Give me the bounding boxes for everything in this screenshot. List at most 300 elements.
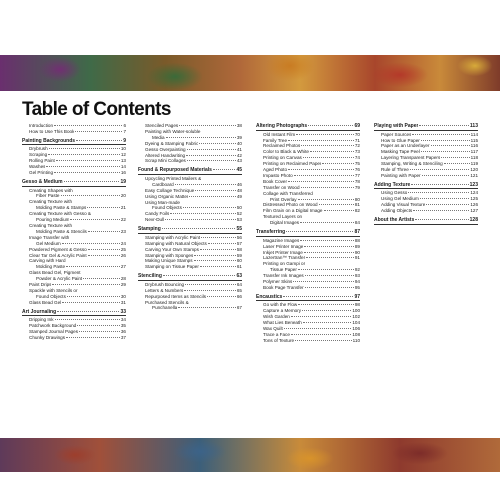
page-number: 59 [236, 252, 242, 258]
page-number: 108 [352, 331, 360, 337]
dot-leader [49, 148, 120, 149]
page-number: 21 [120, 205, 126, 211]
dot-leader [304, 252, 354, 253]
dot-leader [178, 307, 236, 308]
toc-section-heading [256, 294, 360, 301]
page-number: 94 [354, 279, 360, 285]
entry-title: Scrap Mini Collages [145, 158, 186, 164]
dot-leader [199, 143, 236, 144]
entry-title: Gesso Overpainting [145, 146, 186, 152]
dot-leader [300, 240, 354, 241]
page-number: 19 [120, 178, 126, 185]
dot-leader [77, 325, 120, 326]
dot-leader [165, 219, 236, 220]
entry-title: Candy Foils [145, 211, 170, 217]
entry-title: Inkjet Printer Image [263, 249, 303, 255]
section-rule [374, 224, 478, 225]
page-number: 46 [236, 181, 242, 187]
page-number: 58 [236, 246, 242, 252]
dot-leader [54, 125, 122, 126]
toc-entry [22, 129, 126, 135]
page-number: 16 [120, 170, 126, 176]
entry-title: Printing on Reclaimed Paper [263, 161, 322, 167]
section-title: Adding Texture [374, 181, 411, 188]
page-number: 102 [352, 314, 360, 320]
page-number: 106 [352, 326, 360, 332]
dot-leader [200, 266, 236, 267]
entry-title: Layering Transparent Papers [381, 155, 441, 161]
toc-section [138, 167, 242, 223]
page-number: 88 [354, 237, 360, 243]
dot-leader [194, 255, 236, 256]
page-number: 38 [236, 123, 242, 128]
entry-title: Paper as an Underlayer [381, 143, 430, 149]
section-title: Gesso & Medium [22, 178, 63, 185]
entry-title: Impasto Photo [263, 172, 293, 178]
toc-section [138, 226, 242, 270]
entry-title: Creating Texture with [29, 222, 73, 228]
dot-leader [288, 181, 354, 182]
dot-leader [421, 151, 470, 152]
entry-title: Fiber Paste [36, 193, 60, 199]
entry-title: Using Man-made [145, 199, 180, 205]
page-number: 125 [470, 196, 478, 202]
entry-title: Punchanella [152, 305, 178, 311]
toc-section-heading [22, 309, 126, 316]
entry-title: Tissue Paper [270, 267, 297, 273]
dot-leader [422, 175, 470, 176]
entry-title: Letters & Numbers [145, 287, 184, 293]
entry-title: Nevr-Dull [145, 217, 165, 223]
entry-title: Patchwork Background [29, 323, 77, 329]
page-number: 100 [352, 308, 360, 314]
dot-leader [288, 140, 354, 141]
entry-title: Creating Shapes with [29, 187, 73, 193]
toc-section-heading [256, 123, 360, 130]
dot-leader [301, 187, 354, 188]
section-rule [138, 280, 242, 281]
entry-title: Digital Images [270, 220, 300, 226]
page-number: 14 [120, 164, 126, 170]
entry-title: Printing on Gampi or [263, 261, 306, 267]
dot-leader [301, 145, 354, 146]
toc-section [22, 123, 126, 135]
dot-leader [67, 296, 120, 297]
section-rule [256, 236, 360, 237]
entry-title: Molding Paste [36, 264, 66, 270]
page-number: 104 [352, 320, 360, 326]
dot-leader [420, 198, 470, 199]
page-number: 35 [120, 323, 126, 329]
dot-leader [308, 125, 353, 126]
dot-leader [413, 210, 469, 211]
dot-leader [410, 169, 470, 170]
toc-section-heading [374, 217, 478, 224]
dot-leader [305, 275, 354, 276]
dot-leader [302, 310, 351, 311]
page-number: 93 [354, 273, 360, 279]
entry-title: Clear Tar Gel & Acrylic Paint [29, 252, 87, 258]
section-rule [22, 315, 126, 316]
page-number: 114 [470, 131, 478, 137]
entry-title: Stenciled Pages [145, 123, 179, 128]
dot-leader [76, 140, 122, 141]
toc-section [22, 309, 126, 341]
page-number: 117 [470, 149, 478, 155]
toc-entry [138, 305, 242, 311]
page-number: 81 [354, 202, 360, 208]
entry-title: What Lies Beneath [263, 320, 302, 326]
dot-leader [306, 257, 354, 258]
page-number: 79 [354, 184, 360, 190]
page-number: 65 [236, 287, 242, 293]
dot-leader [213, 169, 236, 170]
toc-section-heading [138, 226, 242, 233]
dot-leader [194, 260, 236, 261]
dot-leader [298, 199, 354, 200]
page-number: 22 [120, 217, 126, 223]
decorative-banner-bottom [0, 438, 500, 472]
entry-title: Wish Garden [263, 314, 290, 320]
toc-entry [256, 285, 360, 291]
page-number: 80 [354, 196, 360, 202]
dot-leader [61, 195, 120, 196]
page-number: 56 [236, 234, 242, 240]
entry-title: How to Use This Book [29, 128, 75, 134]
entry-title: Printing on Canvas [263, 155, 302, 161]
entry-title: Aged Photo [263, 167, 288, 173]
page-number: 10 [120, 146, 126, 152]
toc-section [374, 123, 478, 179]
entry-title: Gel Printing [29, 170, 54, 176]
section-title: Encaustics [256, 293, 283, 300]
section-title: Stenciling [138, 273, 162, 280]
dot-leader [303, 157, 354, 158]
page-number: 24 [120, 240, 126, 246]
page-number: 42 [236, 152, 242, 158]
entry-title: Rolling Paint [29, 158, 55, 164]
dot-leader [48, 154, 120, 155]
page-number: 12 [120, 152, 126, 158]
page-number: 73 [354, 149, 360, 155]
dot-leader [319, 204, 354, 205]
page-number: 118 [470, 155, 478, 161]
entry-title: Making Unique Stamps [145, 258, 193, 264]
entry-title: Lazertran™ Transfer [263, 255, 306, 261]
dot-leader [444, 163, 470, 164]
page-number: 89 [354, 243, 360, 249]
entry-title: Image Transfer with [29, 234, 70, 240]
dot-leader [57, 311, 119, 312]
entry-title: Paint Drips [29, 282, 52, 288]
entry-title: Introduction [29, 123, 54, 128]
page-number: 48 [236, 187, 242, 193]
entry-title: Spackle with Stencils or [29, 287, 78, 293]
dot-leader [421, 140, 470, 141]
entry-title: Laser Printer Image [263, 243, 304, 249]
page-number: 57 [236, 240, 242, 246]
entry-title: Textured Layers on [263, 214, 303, 220]
toc-column-3 [256, 123, 360, 347]
entry-title: Washes [29, 164, 46, 170]
page-number: 31 [120, 299, 126, 305]
page-number: 82 [354, 208, 360, 214]
section-rule [256, 130, 360, 131]
page-number: 7 [123, 128, 126, 134]
toc-section [138, 273, 242, 311]
dot-leader [411, 184, 468, 185]
dot-leader [62, 243, 120, 244]
dot-leader [66, 266, 120, 267]
entry-title: Repurposed Items as Stencils [145, 293, 207, 299]
page-number: 43 [236, 158, 242, 164]
dot-leader [322, 163, 353, 164]
dot-leader [298, 269, 354, 270]
toc-entry [138, 158, 242, 164]
entry-title: Scraping [29, 152, 48, 158]
dot-leader [185, 284, 236, 285]
dot-leader [189, 196, 235, 197]
toc-entry [22, 170, 126, 176]
dot-leader [46, 166, 119, 167]
dot-leader [184, 290, 236, 291]
toc-entry [256, 220, 360, 226]
toc-entry [374, 208, 478, 214]
section-title: Transferring [256, 229, 286, 236]
dot-leader [88, 249, 120, 250]
entry-title: Book Cover [263, 178, 288, 184]
entry-title: Creating Texture with Gesso & [29, 211, 91, 217]
toc-section [374, 217, 478, 225]
toc-entry [22, 300, 126, 306]
dot-leader [66, 337, 120, 338]
page-number: 123 [469, 181, 478, 188]
page-number: 97 [354, 293, 360, 300]
page-number: 77 [354, 172, 360, 178]
section-rule [22, 144, 126, 145]
dot-leader [426, 204, 469, 205]
dot-leader [295, 340, 352, 341]
dot-leader [310, 151, 354, 152]
entry-title: Molding Paste & Stamps [36, 205, 87, 211]
dot-leader [300, 222, 354, 223]
entry-title: Using Gesso [381, 190, 408, 196]
page-number: 115 [470, 137, 478, 143]
entry-title: Chunky Drawings [29, 334, 65, 340]
page-number: 116 [470, 143, 478, 149]
page-number: 119 [470, 161, 478, 167]
dot-leader [298, 304, 354, 305]
section-title: Found & Repurposed Materials [138, 167, 212, 174]
dot-leader [175, 184, 236, 185]
entry-title: Family Tree [263, 137, 287, 143]
dot-leader [187, 149, 236, 150]
dot-leader [87, 207, 120, 208]
page-number: 60 [236, 258, 242, 264]
page-number: 9 [123, 137, 126, 144]
dot-leader [286, 231, 353, 232]
section-rule [256, 300, 360, 301]
page-number: 78 [354, 178, 360, 184]
entry-title: Collage with Transferred [263, 190, 313, 196]
entry-title: Reclaimed Photos [263, 143, 301, 149]
toc-entry [138, 264, 242, 270]
entry-title: Stamping with Sponges [145, 252, 194, 258]
dot-leader [200, 249, 236, 250]
toc-section-heading [374, 123, 478, 130]
toc-column-2 [138, 123, 242, 314]
entry-title: Wax Quilt [263, 326, 283, 332]
dot-leader [179, 125, 236, 126]
entry-title: Powder & Acrylic Paint [36, 276, 83, 282]
entry-title: Masking Tape Peel [381, 149, 420, 155]
dot-leader [201, 237, 236, 238]
toc-section [22, 138, 126, 176]
entry-title: Painting with Water-soluble [145, 128, 201, 134]
entry-title: Drybrush Bouncing [145, 281, 185, 287]
page-number: 84 [354, 220, 360, 226]
dot-leader [162, 228, 236, 229]
page-number: 127 [470, 208, 478, 214]
entry-title: Molding Paste & Stencils [36, 228, 87, 234]
entry-title: Using Organic Matter [145, 193, 189, 199]
dot-leader [207, 296, 236, 297]
entry-title: Adding Objects [381, 208, 413, 214]
dot-leader [441, 157, 469, 158]
entry-title: Tons of Texture [263, 337, 295, 343]
entry-title: Carving Your Own Stamps [145, 246, 199, 252]
dot-leader [54, 172, 120, 173]
dot-leader [408, 192, 469, 193]
entry-title: Powdered Pigment & Gesso [29, 246, 87, 252]
page-number: 37 [120, 334, 126, 340]
entry-title: Transfer Ink Images [263, 273, 304, 279]
dot-leader [208, 243, 236, 244]
toc-section [374, 182, 478, 214]
dot-leader [195, 190, 236, 191]
page-number: 20 [120, 193, 126, 199]
entry-title: Go with the Flow [263, 302, 298, 308]
dot-leader [183, 207, 236, 208]
dot-leader [70, 219, 119, 220]
page-number: 63 [236, 273, 242, 280]
entry-title: Book Page Transfer [263, 284, 304, 290]
page-number: 26 [120, 252, 126, 258]
decorative-banner-top [0, 55, 500, 91]
entry-title: Stamped Journal Pages [29, 329, 79, 335]
dot-leader [166, 137, 236, 138]
entry-title: Media [152, 134, 165, 140]
page-number: 34 [120, 317, 126, 323]
dot-leader [55, 319, 120, 320]
entry-title: Altered Handwriting [145, 152, 186, 158]
section-rule [138, 233, 242, 234]
toc-section [256, 294, 360, 344]
entry-title: Rule of Three [381, 167, 409, 173]
entry-title: How to Glue Paper [381, 137, 420, 143]
entry-title: Upcycling Printed Mailers & [145, 175, 202, 181]
entry-title: Glass Bead Gel, Pigment [29, 270, 81, 276]
page-number: 39 [236, 134, 242, 140]
dot-leader [79, 331, 120, 332]
dot-leader [288, 169, 354, 170]
page-number: 74 [354, 155, 360, 161]
toc-column-4 [374, 123, 478, 228]
entry-title: Stamping with Natural Objects [145, 240, 207, 246]
toc-entry [22, 335, 126, 341]
page-number: 75 [354, 161, 360, 167]
entry-title: Purchased Stencils & [145, 299, 189, 305]
page-number: 110 [352, 337, 360, 343]
dot-leader [163, 275, 236, 276]
page-title: Table of Contents [22, 99, 171, 120]
entry-title: Polymer Skins [263, 279, 293, 285]
entry-title: Old Instant Film [263, 131, 296, 137]
page-number: 53 [236, 217, 242, 223]
page-number: 76 [354, 167, 360, 173]
page-number: 27 [120, 264, 126, 270]
toc-section [22, 179, 126, 306]
entry-title: Trace a Face [263, 331, 290, 337]
entry-title: Distressed Photo on Wood [263, 202, 318, 208]
toc-section-heading [256, 229, 360, 236]
entry-title: Carving with Hard [29, 258, 66, 264]
page-number: 61 [236, 264, 242, 270]
page-number: 55 [236, 226, 242, 233]
toc-section-heading [22, 138, 126, 145]
section-title: Stamping [138, 226, 161, 233]
toc-section [256, 123, 360, 226]
page-number: 124 [470, 190, 478, 196]
page-number: 70 [354, 131, 360, 137]
dot-leader [293, 281, 354, 282]
page-number: 41 [236, 146, 242, 152]
dot-leader [412, 134, 469, 135]
toc-section-heading [138, 167, 242, 174]
dot-leader [83, 278, 120, 279]
dot-leader [305, 287, 354, 288]
dot-leader [415, 219, 468, 220]
dot-leader [291, 316, 352, 317]
entry-title: Adding Visual Texture [381, 202, 426, 208]
entry-title: Transfer on Wood [263, 184, 300, 190]
entry-title: Stamping on Tissue Paper [145, 264, 199, 270]
page-number: 50 [236, 205, 242, 211]
page-number: 13 [120, 158, 126, 164]
section-title: About the Artists [374, 217, 415, 224]
dot-leader [62, 302, 120, 303]
page-number: 30 [120, 293, 126, 299]
page-number: 113 [469, 123, 478, 129]
page-number: 29 [120, 282, 126, 288]
dot-leader [283, 296, 353, 297]
toc-entry [374, 173, 478, 179]
page-number: 95 [354, 284, 360, 290]
entry-title: Magazine Images [263, 237, 300, 243]
entry-title: Film Grain on a Digital Image [263, 208, 323, 214]
toc-section-heading [374, 182, 478, 189]
entry-title: Print Overlay [270, 196, 297, 202]
dot-leader [431, 145, 470, 146]
dot-leader [303, 322, 352, 323]
toc-column-1 [22, 123, 126, 344]
entry-title: Found Objects [36, 293, 66, 299]
entry-title: Drybrush [29, 146, 48, 152]
entry-title: Cardboard [152, 181, 174, 187]
page-number: 33 [120, 308, 126, 315]
page-number: 121 [470, 172, 478, 178]
entry-title: Easy Collage Technique [145, 187, 195, 193]
